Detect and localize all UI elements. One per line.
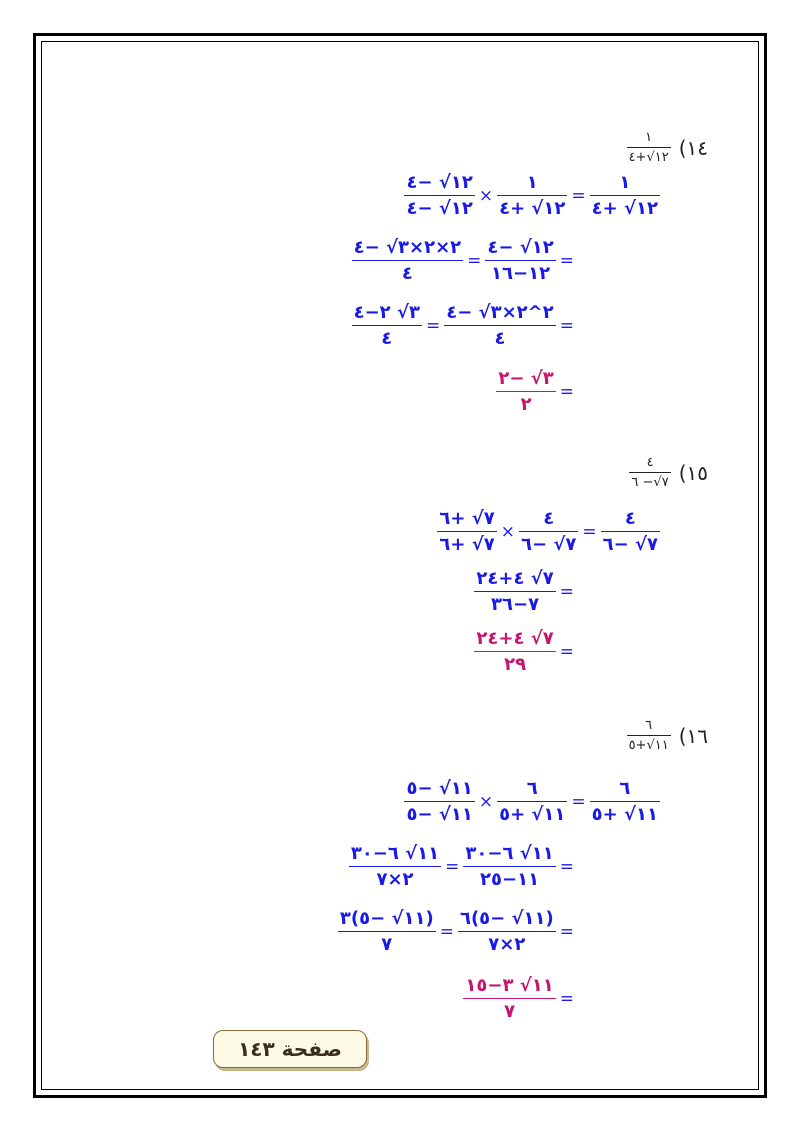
problem-number: (١٥ (678, 460, 708, 485)
fraction: $\frac{٤}{٧√- ٦}$ (631, 455, 669, 490)
problem-14-step-1: $\frac{١}{١٢√ +٤}$ = $\frac{١}{١٢√ +٤}$ × $\frac{١٢√ -٤}{١٢√ -٤}$ (406, 172, 658, 219)
fraction: $\frac{٧√ ٤+٢٤}{٧-٣٦}$ (476, 568, 554, 615)
fraction: $\frac{١١√ ٦-٣٠}{٢\times ٧}$ (350, 843, 440, 890)
fraction: $\frac{٢\^{}٢\times ٣√ -٤}{٤}$ (446, 302, 554, 349)
page-number-badge: صفحة ١٤٣ (213, 1030, 367, 1068)
fraction: $\frac{٤}{٧√ -٦}$ (521, 508, 577, 555)
fraction: $\frac{٦}{١١√+٥}$ (628, 718, 669, 753)
problem-number: (١٤ (678, 135, 708, 160)
fraction: $\frac{١١√ ٦-٣٠}{١١-٢٥}$ (465, 843, 554, 890)
fraction: $\frac{٢\times ٢\times ٣√ -٤}{٤}$ (353, 237, 462, 284)
fraction: $\frac{١٢√ -٤}{١٢-١٦}$ (487, 237, 554, 284)
problem-14-step-3: = $\frac{٢\^{}٢\times ٣√ -٤}{٤}$ = $\frac{٣√ ٢-٤}{٤}$ (353, 302, 574, 349)
problem-15-given (629, 455, 708, 490)
fraction: $\frac{٦}{١١√ +٥}$ (499, 778, 566, 825)
problem-14-step-2: = $\frac{١٢√ -٤}{١٢-١٦}$ = $\frac{٢\times ٢\times ٣√ -٤}{٤}$ (353, 237, 574, 284)
problem-16-step-3: = $\frac{(١١√ -٥)٦}{٢\times ٧}$ = $\frac{(١١√ -٥)٣}{٧}$ (339, 908, 574, 955)
problem-number: (١٦ (678, 723, 708, 748)
fraction: $\frac{٤}{٧√ -٦}$ (602, 508, 658, 555)
problem-15-answer: = $\frac{٧√ ٤+٢٤}{٢٩}$ (476, 628, 574, 675)
problem-16-step-1: $\frac{٦}{١١√ +٥}$ = $\frac{٦}{١١√ +٥}$ × $\frac{١١√ -٥}{١١√ -٥}$ (406, 778, 658, 825)
fraction: $\frac{٣√ ٢-٤}{٤}$ (353, 302, 420, 349)
fraction: $\frac{١}{١٢√ +٤}$ (499, 172, 566, 219)
problem-14-given (627, 130, 708, 165)
fraction: $\frac{٧√ +٦}{٧√ +٦}$ (439, 508, 495, 555)
problem-16-step-2: = $\frac{١١√ ٦-٣٠}{١١-٢٥}$ = $\frac{١١√ ٦-٣٠}{٢\times ٧}$ (350, 843, 574, 890)
fraction: $\frac{١}{١٢√ +٤}$ (591, 172, 658, 219)
answer-fraction: $\frac{١١√ ٣-١٥}{٧}$ (465, 975, 554, 1022)
problem-14-answer: = $\frac{٣√ -٢}{٢}$ (498, 368, 574, 415)
fraction: $\frac{٦}{١١√ +٥}$ (591, 778, 658, 825)
fraction: $\frac{(١١√ -٥)٣}{٧}$ (339, 908, 434, 955)
problem-15-step-1: $\frac{٤}{٧√ -٦}$ = $\frac{٤}{٧√ -٦}$ × $\frac{٧√ +٦}{٧√ +٦}$ (439, 508, 658, 555)
problem-16-given (627, 718, 708, 753)
problem-16-answer: = $\frac{١١√ ٣-١٥}{٧}$ (465, 975, 574, 1022)
problem-15-step-2: = $\frac{٧√ ٤+٢٤}{٧-٣٦}$ (476, 568, 574, 615)
fraction: $\frac{١٢√ -٤}{١٢√ -٤}$ (406, 172, 473, 219)
fraction: $\frac{(١١√ -٥)٦}{٢\times ٧}$ (459, 908, 554, 955)
fraction: $\frac{١}{١٢√+٤}$ (628, 130, 669, 165)
answer-fraction: $\frac{٣√ -٢}{٢}$ (498, 368, 554, 415)
fraction: $\frac{١١√ -٥}{١١√ -٥}$ (406, 778, 473, 825)
answer-fraction: $\frac{٧√ ٤+٢٤}{٢٩}$ (476, 628, 554, 675)
